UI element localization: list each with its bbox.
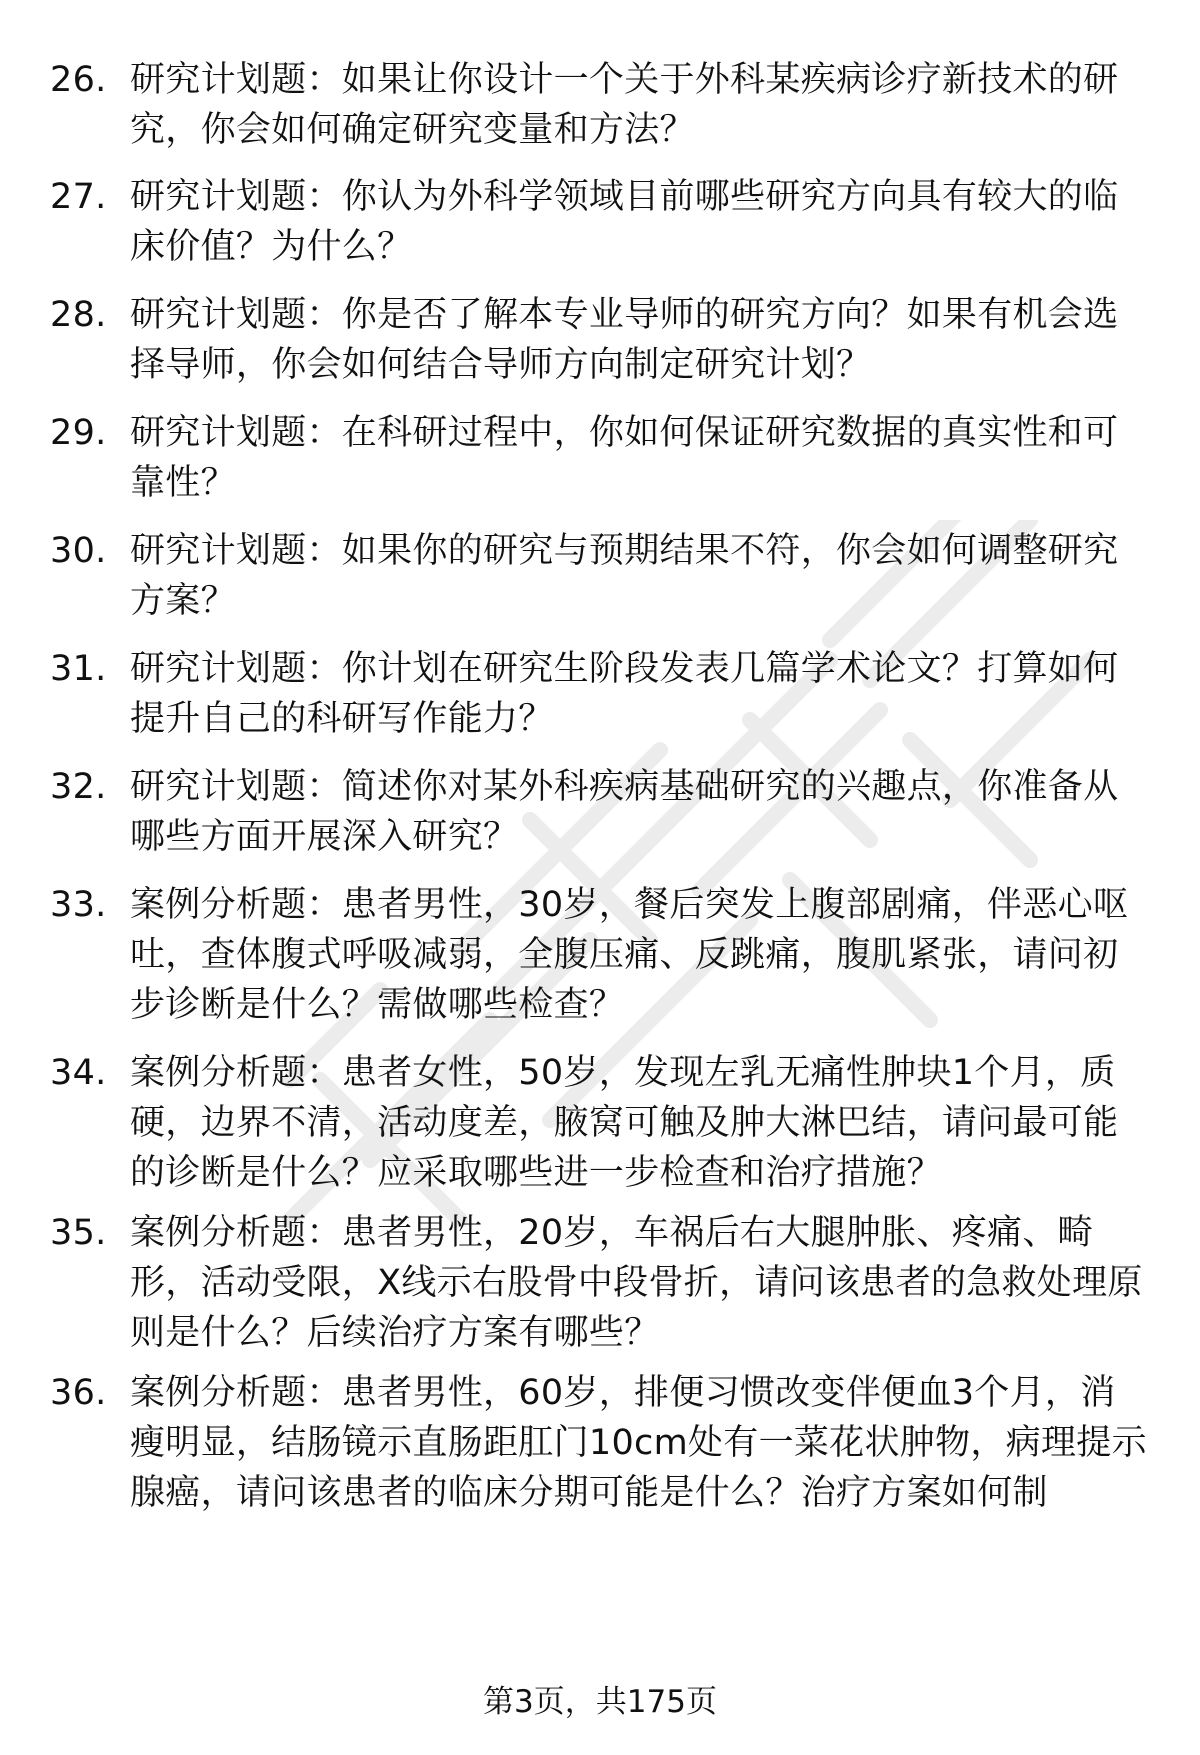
question-number: 34.: [50, 1053, 107, 1093]
question-item: [50, 1208, 1150, 1358]
question-text: 研究计划题：如果你的研究与预期结果不符，你会如何调整研究方案？: [130, 531, 1119, 621]
question-text: 研究计划题：在科研过程中，你如何保证研究数据的真实性和可靠性？: [130, 413, 1119, 503]
page-number-footer: 第3页，共175页: [483, 1684, 717, 1720]
question-item: [50, 1048, 1150, 1198]
question-text: 案例分析题：患者男性，60岁，排便习惯改变伴便血3个月，消瘦明显，结肠镜示直肠距肛门10cm处有一菜花状肿物，病理提示腺癌，请问该患者的临床分期可能是什么？治疗方案如何制: [130, 1373, 1147, 1513]
question-number: 32.: [50, 767, 107, 807]
question-number: 27.: [50, 177, 107, 217]
question-number: 36.: [50, 1373, 107, 1413]
question-text: 研究计划题：你计划在研究生阶段发表几篇学术论文？打算如何提升自己的科研写作能力？: [130, 649, 1119, 739]
question-item: [50, 172, 1150, 272]
question-number: 35.: [50, 1213, 107, 1253]
question-number: 31.: [50, 649, 107, 689]
question-item: [50, 526, 1150, 626]
question-text: 研究计划题：简述你对某外科疾病基础研究的兴趣点，你准备从哪些方面开展深入研究？: [130, 767, 1119, 857]
question-text: 研究计划题：你认为外科学领域目前哪些研究方向具有较大的临床价值？为什么？: [130, 177, 1119, 267]
question-number: 28.: [50, 295, 107, 335]
question-item: [50, 408, 1150, 508]
question-text: 研究计划题：你是否了解本专业导师的研究方向？如果有机会选择导师，你会如何结合导师方向制定研究计划？: [130, 295, 1119, 385]
question-text: 案例分析题：患者男性，30岁，餐后突发上腹部剧痛，伴恶心呕吐，查体腹式呼吸减弱，全腹压痛、反跳痛，腹肌紧张，请问初步诊断是什么？需做哪些检查？: [130, 885, 1129, 1025]
question-item: [50, 762, 1150, 862]
question-text: 案例分析题：患者女性，50岁，发现左乳无痛性肿块1个月，质硬，边界不清，活动度差，腋窝可触及肿大淋巴结，请问最可能的诊断是什么？应采取哪些进一步检查和治疗措施？: [130, 1053, 1119, 1193]
question-text: 研究计划题：如果让你设计一个关于外科某疾病诊疗新技术的研究，你会如何确定研究变量和方法？: [130, 60, 1119, 150]
question-number: 33.: [50, 885, 107, 925]
question-item: [50, 644, 1150, 744]
question-item: [50, 880, 1150, 1030]
question-number: 26.: [50, 60, 107, 100]
question-item: [50, 55, 1150, 155]
question-item: [50, 1368, 1150, 1518]
question-number: 29.: [50, 413, 107, 453]
question-text: 案例分析题：患者男性，20岁，车祸后右大腿肿胀、疼痛、畸形，活动受限，X线示右股骨中段骨折，请问该患者的急救处理原则是什么？后续治疗方案有哪些？: [130, 1213, 1143, 1353]
question-item: [50, 290, 1150, 390]
question-number: 30.: [50, 531, 107, 571]
